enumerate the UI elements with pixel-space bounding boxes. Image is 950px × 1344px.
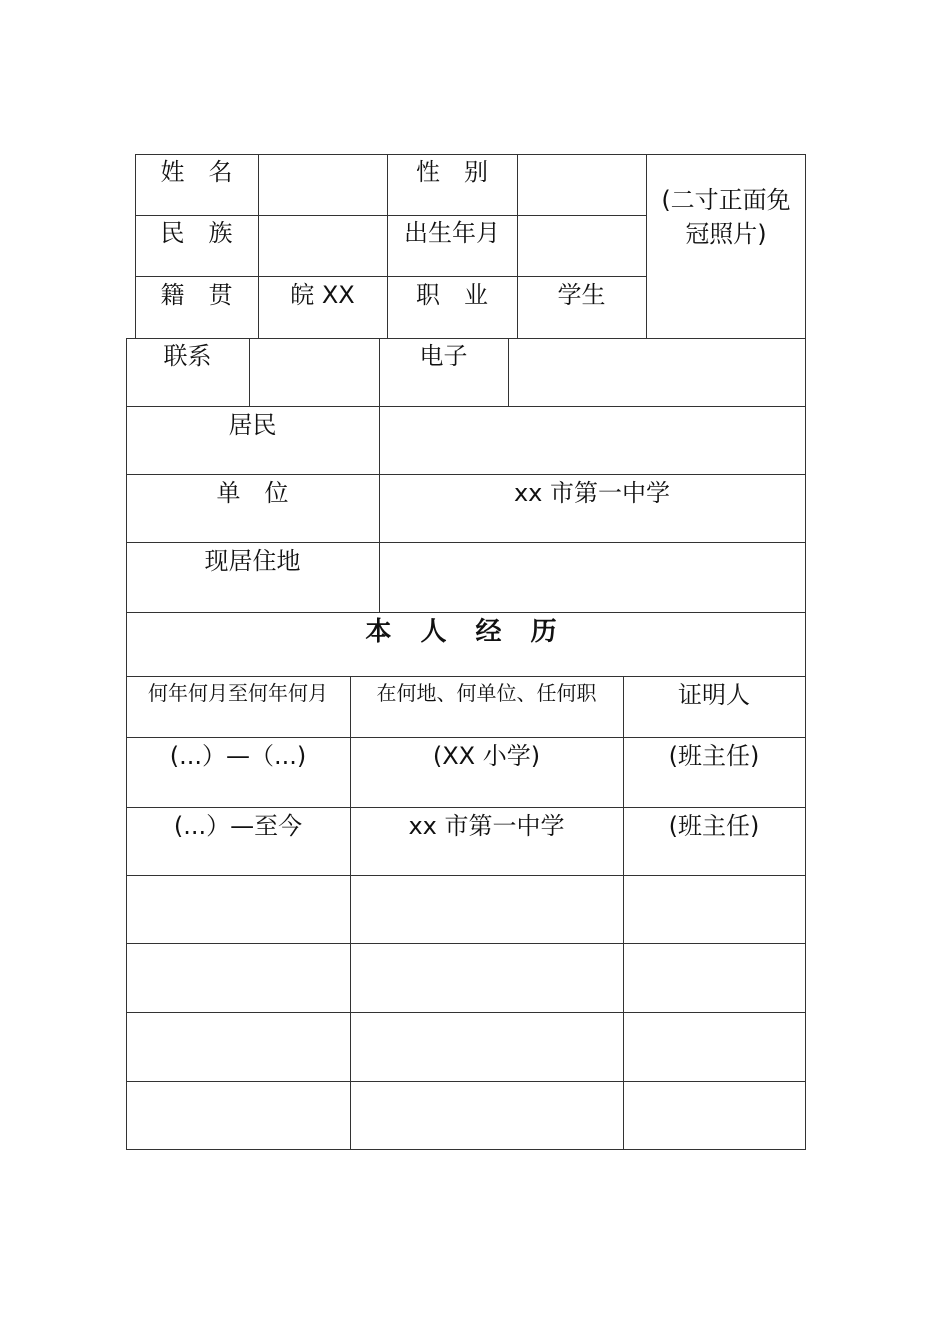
grid-line: [126, 542, 806, 543]
grid-line: [126, 1012, 806, 1013]
grid-line: [126, 1149, 806, 1150]
unit-label: 单 位: [216, 479, 289, 507]
photo-placeholder: (二寸正面免冠照片): [661, 186, 791, 248]
grid-line: [646, 154, 647, 338]
grid-line: [126, 612, 806, 613]
resident-label: 居民: [228, 411, 277, 439]
email-label: 电子: [419, 342, 468, 370]
header-witness: 证明人: [678, 681, 750, 709]
row2-place: xx 市第一中学: [408, 812, 565, 840]
header-place: 在何地、何单位、任何职: [376, 681, 597, 705]
grid-line: [258, 154, 259, 338]
gender-label: 性 别: [416, 158, 488, 186]
grid-line: [135, 154, 806, 155]
row1-witness: (班主任): [668, 742, 760, 770]
address-label: 现居住地: [204, 547, 301, 575]
native-label: 籍 贯: [160, 281, 233, 309]
row2-witness: (班主任): [668, 812, 760, 840]
grid-line: [126, 676, 806, 677]
grid-line: [249, 338, 250, 406]
grid-line: [126, 474, 806, 475]
unit-value: xx 市第一中学: [513, 479, 671, 507]
row2-period: (...）—至今: [173, 812, 303, 840]
grid-line: [126, 1081, 806, 1082]
grid-line: [517, 154, 518, 338]
occupation-label: 职 业: [416, 281, 488, 309]
row1-place: (XX 小学): [432, 742, 541, 770]
experience-title: 本 人 经 历: [365, 617, 567, 647]
row1-period: (...）—（...): [169, 742, 307, 770]
grid-line: [126, 406, 806, 407]
grid-line: [379, 338, 380, 612]
grid-line: [135, 215, 647, 216]
grid-line: [126, 875, 806, 876]
grid-line: [126, 943, 806, 944]
birth-label: 出生年月: [404, 219, 500, 247]
grid-line: [126, 737, 806, 738]
grid-line: [126, 807, 806, 808]
grid-line: [508, 338, 509, 406]
name-label: 姓 名: [160, 158, 233, 186]
grid-line: [126, 338, 806, 339]
grid-line: [805, 154, 806, 1150]
occupation-value: 学生: [557, 281, 606, 309]
ethnicity-label: 民 族: [160, 219, 233, 247]
native-value: 皖 XX: [290, 281, 355, 309]
header-period: 何年何月至何年何月: [148, 681, 328, 705]
grid-line: [135, 276, 647, 277]
phone-label: 联系: [163, 342, 212, 370]
